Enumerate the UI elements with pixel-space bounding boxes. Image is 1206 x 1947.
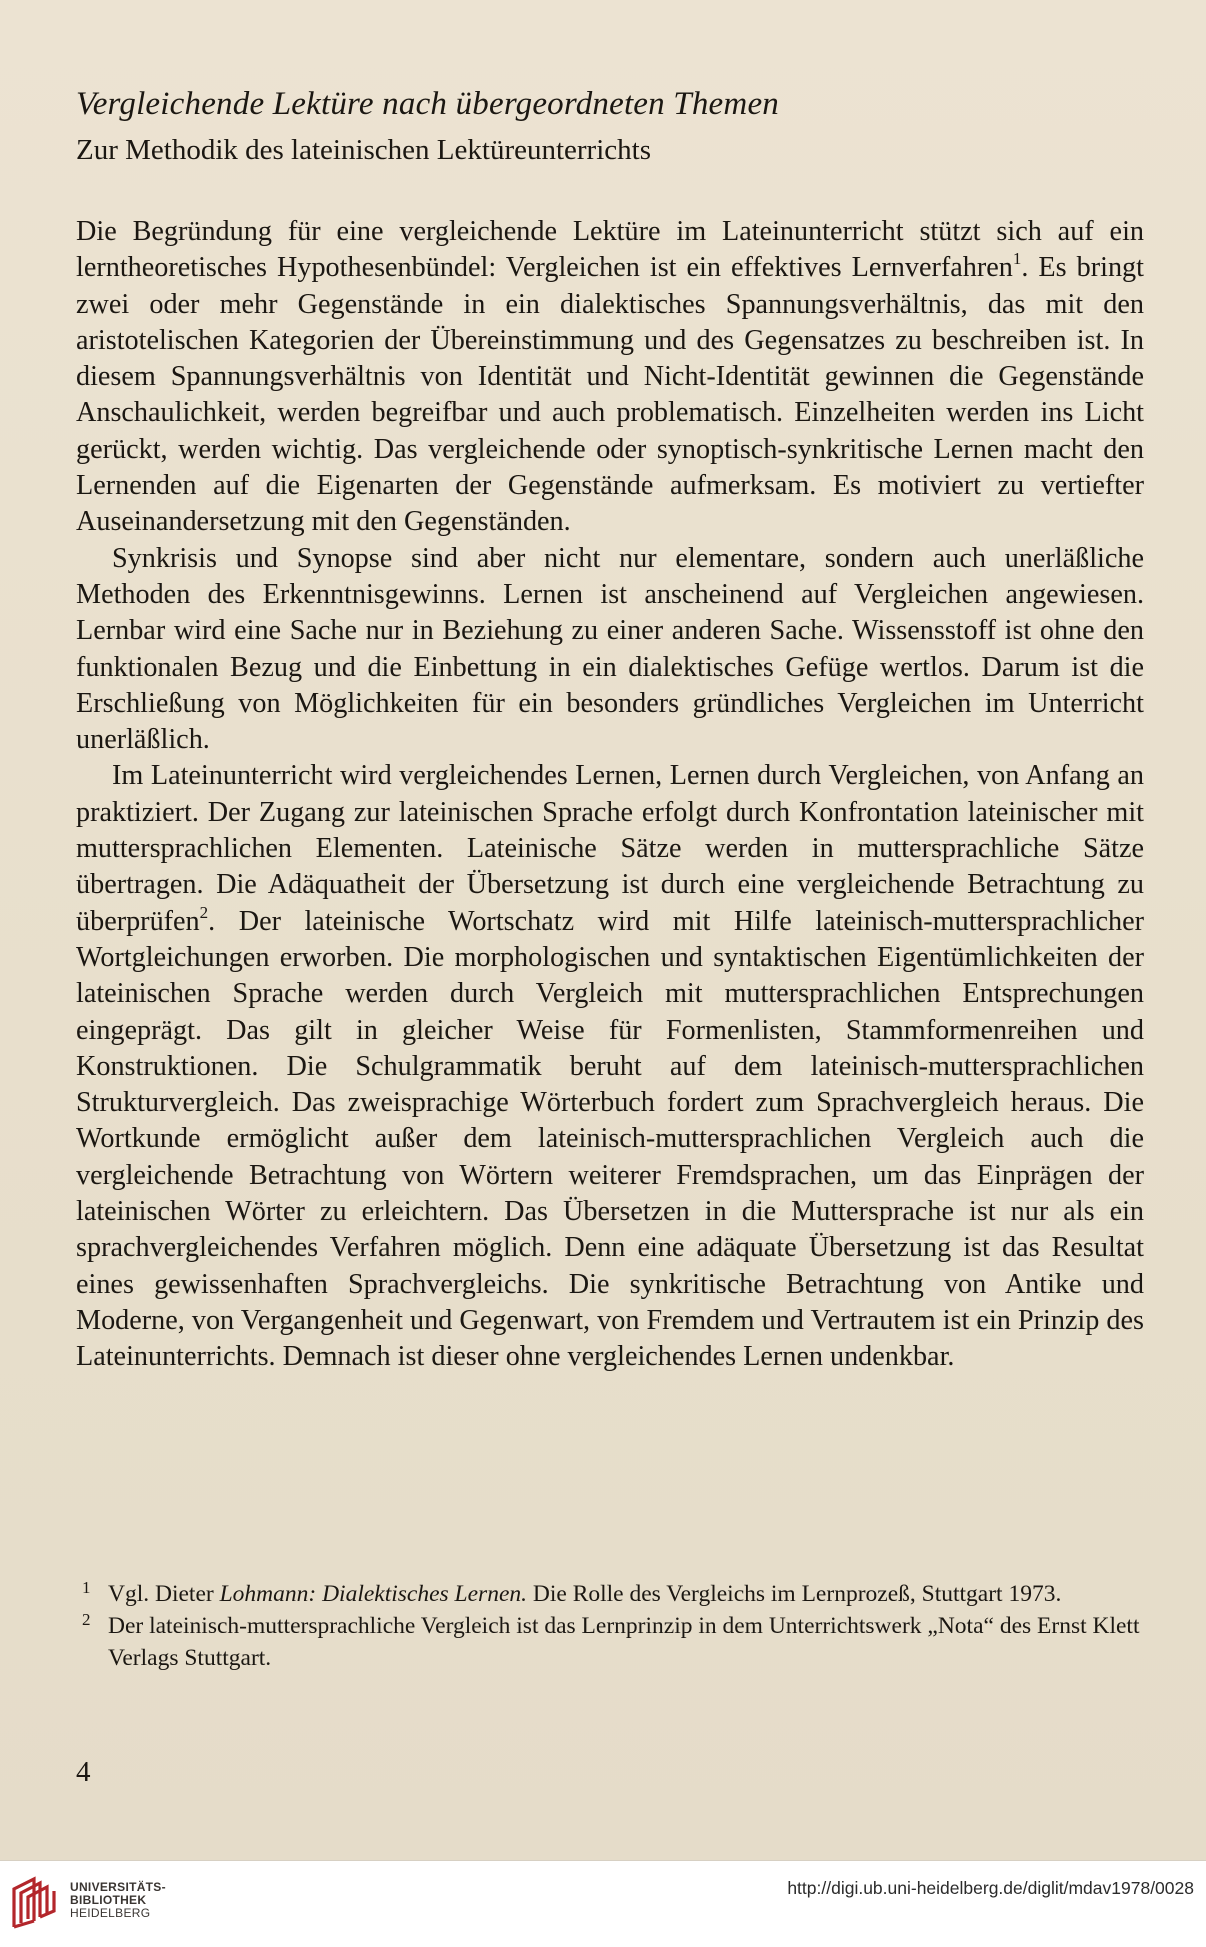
- paragraph-1: [76, 214, 1144, 541]
- footnote-2-number: 2: [82, 1610, 91, 1629]
- library-name: [70, 1881, 166, 1920]
- library-name-line-2: BIBLIOTHEK: [70, 1893, 147, 1907]
- footnote-1-suffix: Die Rolle des Vergleichs im Lernprozeß, Stuttgart 1973.: [527, 1581, 1062, 1607]
- heading-block: [76, 84, 1136, 168]
- page-title: Vergleichende Lektüre nach übergeordneten Themen: [76, 86, 779, 122]
- paragraph-3-part-a: Im Lateinunterricht wird vergleichendes Lernen, Lernen durch Vergleichen, von Anfang an praktiziert. Der Zugang zur lateinischen Sprache erfolgt durch Konfrontation lateinischer mit muttersprachlichen Elementen. Lateinische Sätze werden in muttersprachliche Sätze übertragen. Die Adäquatheit der Übersetzung ist durch eine vergleichende Betrachtung zu überprüfen: [76, 760, 1144, 937]
- footer-band: [0, 1860, 1206, 1947]
- library-name-line-3: HEIDELBERG: [70, 1906, 151, 1920]
- page-subtitle: Zur Methodik des lateinischen Lektüreunterrichts: [76, 134, 651, 166]
- library-logo-icon: [10, 1875, 60, 1931]
- paragraph-2: Synkrisis und Synopse sind aber nicht nur elementare, sondern auch unerläßliche Methoden des Erkenntnisgewinns. Lernen ist anscheinend auf Vergleichen angewiesen. Lernbar wird eine Sache nur in Beziehung zu einer anderen Sache. Wissensstoff ist ohne den funktionalen Bezug und die Einbettung in ein dialektisches Gefüge wertlos. Darum ist die Erschließung von Möglichkeiten für ein besonders gründliches Vergleichen im Unterricht unerläßlich.: [76, 542, 1144, 756]
- footnote-1-number: 1: [82, 1578, 91, 1597]
- page-number: 4: [76, 1756, 91, 1788]
- footnote-ref-2: 2: [199, 902, 209, 922]
- paragraph-1-part-a: Die Begründung für eine vergleichende Lektüre im Lateinunterricht stützt sich auf ein lerntheoretisches Hypothesenbündel: Vergleichen ist ein effektives Lernverfahren: [76, 216, 1144, 284]
- paragraph-1-part-b: . Es bringt zwei oder mehr Gegenstände in ein dialektisches Spannungsverhältnis, das mit den aristotelischen Kategorien der Übereinstimmung und des Gegensatzes zu beschreiben ist. In diesem Spannungsverhältnis von Identität und Nicht-Identität gewinnen die Gegenstände Anschaulichkeit, werden begreifbar und auch problematisch. Einzelheiten werden ins Licht gerückt, werden wichtig. Das vergleichende oder synoptisch-synkritische Lernen macht den Lernenden auf die Eigenarten der Gegenstände aufmerksam. Es motiviert zu vertiefter Auseinandersetzung mit den Gegenständen.: [76, 252, 1144, 538]
- footnote-ref-1: 1: [1012, 249, 1022, 269]
- footnotes: [76, 1578, 1142, 1674]
- paragraph-3-part-b: . Der lateinische Wortschatz wird mit Hilfe lateinisch-muttersprachlicher Wortgleichungen erworben. Die morphologischen und syntaktischen Eigentümlichkeiten der lateinischen Sprache werden durch Vergleich mit muttersprachlichen Entsprechungen eingeprägt. Das gilt in gleicher Weise für Formenlisten, Stammformenreihen und Konstruktionen. Die Schulgrammatik beruht auf dem lateinisch-muttersprachlichen Strukturvergleich. Das zweisprachige Wörterbuch fordert zum Sprachvergleich heraus. Die Wortkunde ermöglicht außer dem lateinisch-muttersprachlichen Vergleich auch die vergleichende Betrachtung von Wörtern weiterer Fremdsprachen, um das Einprägen der lateinischen Wörter zu erleichtern. Das Übersetzen in die Muttersprache ist nur als ein sprachvergleichendes Verfahren möglich. Denn eine adäquate Übersetzung ist das Resultat eines gewissenhaften Sprachvergleichs. Die synkritische Betrachtung von Antike und Moderne, von Vergangenheit und Gegenwart, von Fremdem und Vertrautem ist ein Prinzip des Lateinunterrichts. Demnach ist dieser ohne vergleichendes Lernen undenkbar.: [76, 905, 1144, 1373]
- library-name-line-1: UNIVERSITÄTS-: [70, 1880, 166, 1894]
- footnote-1: [76, 1578, 1142, 1610]
- footnote-1-prefix: Vgl. Dieter: [108, 1581, 220, 1607]
- source-url-link[interactable]: http://digi.ub.uni-heidelberg.de/diglit/mdav1978/0028: [787, 1878, 1194, 1898]
- paragraph-3: [76, 758, 1144, 1375]
- footnote-1-emphasis: Lohmann: Dialektisches Lernen.: [219, 1581, 528, 1607]
- body-text: [76, 214, 1144, 1376]
- footnote-2: [76, 1610, 1142, 1674]
- footnote-2-text: Der lateinisch-muttersprachliche Vergleich ist das Lernprinzip in dem Unterrichtswerk „Nota“ des Ernst Klett Verlags Stuttgart.: [108, 1613, 1140, 1671]
